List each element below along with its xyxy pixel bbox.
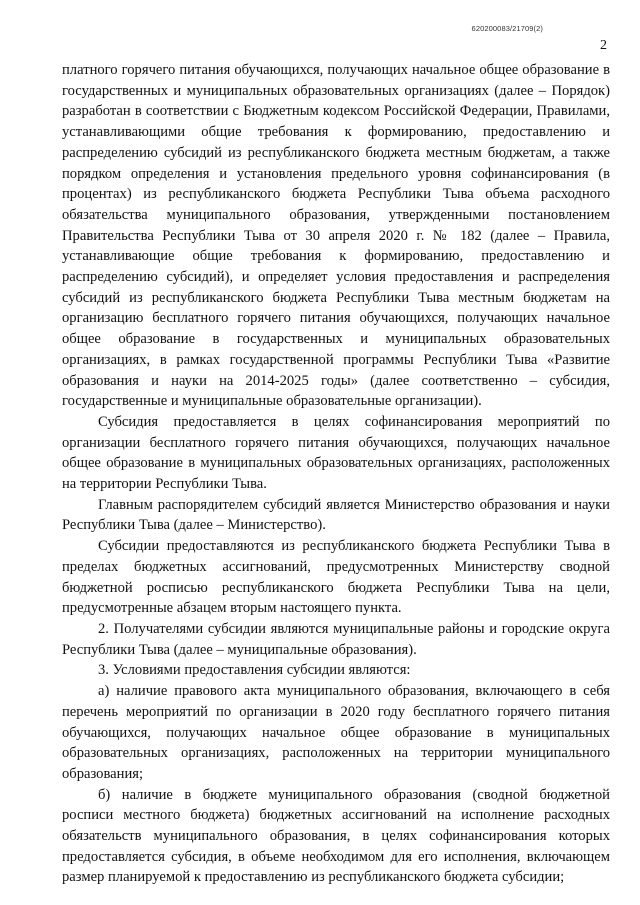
- paragraph-main-administrator: Главным распорядителем субсидий является Министерство образования и науки Республики Тыва (далее – Министерство).: [62, 496, 610, 534]
- paragraph-condition-b: б) наличие в бюджете муниципального образования (сводной бюджетной росписи местного бюджета) бюджетных ассигнований на исполнение расходных обязательств муниципального образования, в целях софинансирования которых предоставляется субсидия, в объеме необходимом для его исполнения, включающем размер планируемой к предоставлению из республиканского бюджета субсидии;: [62, 786, 610, 886]
- paragraph-budget-source: Субсидии предоставляются из республиканского бюджета Республики Тыва в пределах бюджетных ассигнований, предусмотренных Министерству сводной бюджетной росписью республиканского бюджета Республики Тыва на цели, предусмотренные абзацем вторым настоящего пункта.: [62, 538, 610, 617]
- paragraph-conditions-heading: 3. Условиями предоставления субсидии являются:: [98, 662, 411, 679]
- document-body: [62, 60, 610, 888]
- paragraph-subsidy-purpose: Субсидия предоставляется в целях софинансирования мероприятий по организации бесплатного горячего питания обучающихся, получающих начальное общее образование в муниципальных образовательных организациях, расположенных на территории Республики Тыва.: [62, 413, 610, 493]
- paragraph-procedure-basis: платного горячего питания обучающихся, получающих начальное общее образование в государственных и муниципальных образовательных организациях (далее – Порядок) разработан в соответствии с Бюджетным кодексом Российской Федерации, Правилами, устанавливающими общие требования к формированию, предоставлению и распределению субсидий из республиканского бюджета местным бюджетам, а также порядком определения и установления предельного уровня софинансирования (в процентах) из республиканского бюджета Республики Тыва объема расходного обязательства муниципального образования, утвержденными постановлением Правительства Республики Тыва от 30 апреля 2020 г. № 182 (далее – Правила, устанавливающие общие требования к формированию, предоставлению и распределению субсидий), и определяет условия предоставления и распределения субсидий из республиканского бюджета Республики Тыва местным бюджетам на организацию бесплатного горячего питания обучающихся, получающих начальное общее образование в государственных и муниципальных образовательных организациях, в рамках государственной программы Республики Тыва «Развитие образования и науки на 2014-2025 годы» (далее соответственно – субсидия, государственные и муниципальные образовательные организации).: [62, 62, 610, 410]
- paragraph-recipients: 2. Получателями субсидии являются муниципальные районы и городские округа Республики Тыва (далее – муниципальные образования).: [62, 620, 610, 658]
- document-registration-code: 620200083/21709(2): [471, 24, 543, 33]
- page-number: 2: [600, 38, 607, 53]
- paragraph-condition-a: а) наличие правового акта муниципального образования, включающего в себя перечень мероприятий по организации в 2020 году бесплатного горячего питания обучающихся, получающих начальное общее образование в муниципальных образовательных организациях, расположенных на территории муниципального образования;: [62, 683, 610, 782]
